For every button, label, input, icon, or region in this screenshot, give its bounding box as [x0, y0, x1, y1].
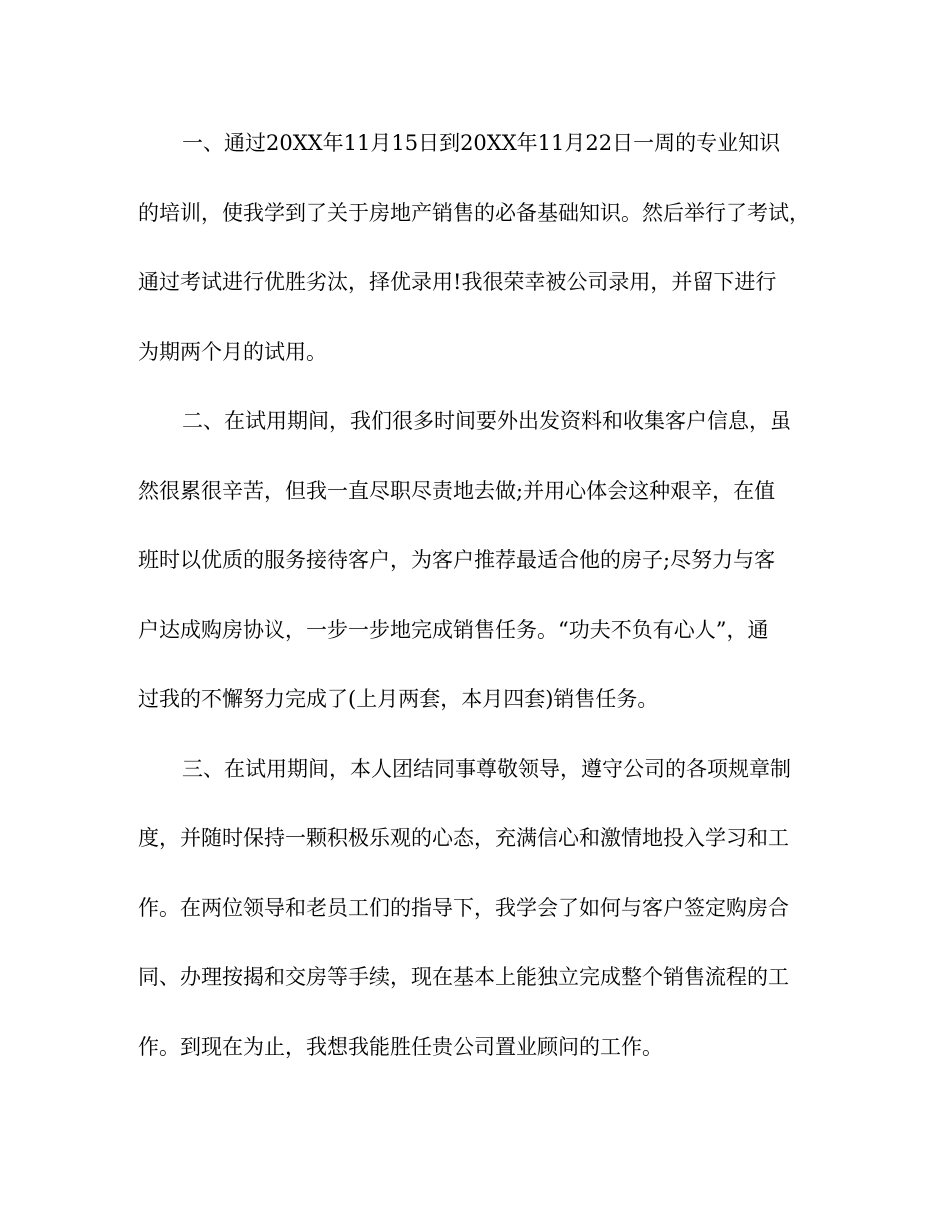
- paragraph-line: 然很累很辛苦，但我一直尽职尽责地去做;并用心体会这种艰辛，在值: [138, 478, 776, 503]
- paragraph-line: 通过考试进行优胜劣汰，择优录用!我很荣幸被公司录用，并留下进行: [138, 270, 777, 294]
- paragraph-line: 度，并随时保持一颗积极乐观的心态，充满信心和激情地投入学习和工: [138, 826, 789, 850]
- paragraph-line: 一、通过20XX年11月15日到20XX年11月22日一周的专业知识: [182, 131, 781, 155]
- paragraph-line: 的培训，使我学到了关于房地产销售的必备基础知识。然后举行了考试，: [138, 200, 810, 225]
- document-body: [138, 120, 828, 1093]
- paragraph-line: 二、在试用期间，我们很多时间要外出发资料和收集客户信息，虽: [182, 409, 791, 433]
- paragraph-1: [138, 120, 828, 398]
- paragraph-2: [138, 398, 828, 746]
- paragraph-line: 三、在试用期间，本人团结同事尊敬领导，遵守公司的各项规章制: [182, 756, 791, 781]
- paragraph-line: 为期两个月的试用。: [138, 339, 327, 364]
- paragraph-line: 同、办理按揭和交房等手续，现在基本上能独立完成整个销售流程的工: [138, 965, 789, 989]
- paragraph-line: 户达成购房协议，一步一步地完成销售任务。“功夫不负有心人”，通: [138, 617, 769, 642]
- paragraph-line: 作。到现在为止，我想我能胜任贵公司置业顾问的工作。: [138, 1034, 663, 1059]
- paragraph-line: 作。在两位领导和老员工们的指导下，我学会了如何与客户签定购房合: [138, 895, 789, 920]
- paragraph-line: 班时以优质的服务接待客户，为客户推荐最适合他的房子;尽努力与客: [138, 548, 776, 572]
- paragraph-3: [138, 746, 828, 1094]
- paragraph-line: 过我的不懈努力完成了(上月两套，本月四套)销售任务。: [138, 687, 659, 711]
